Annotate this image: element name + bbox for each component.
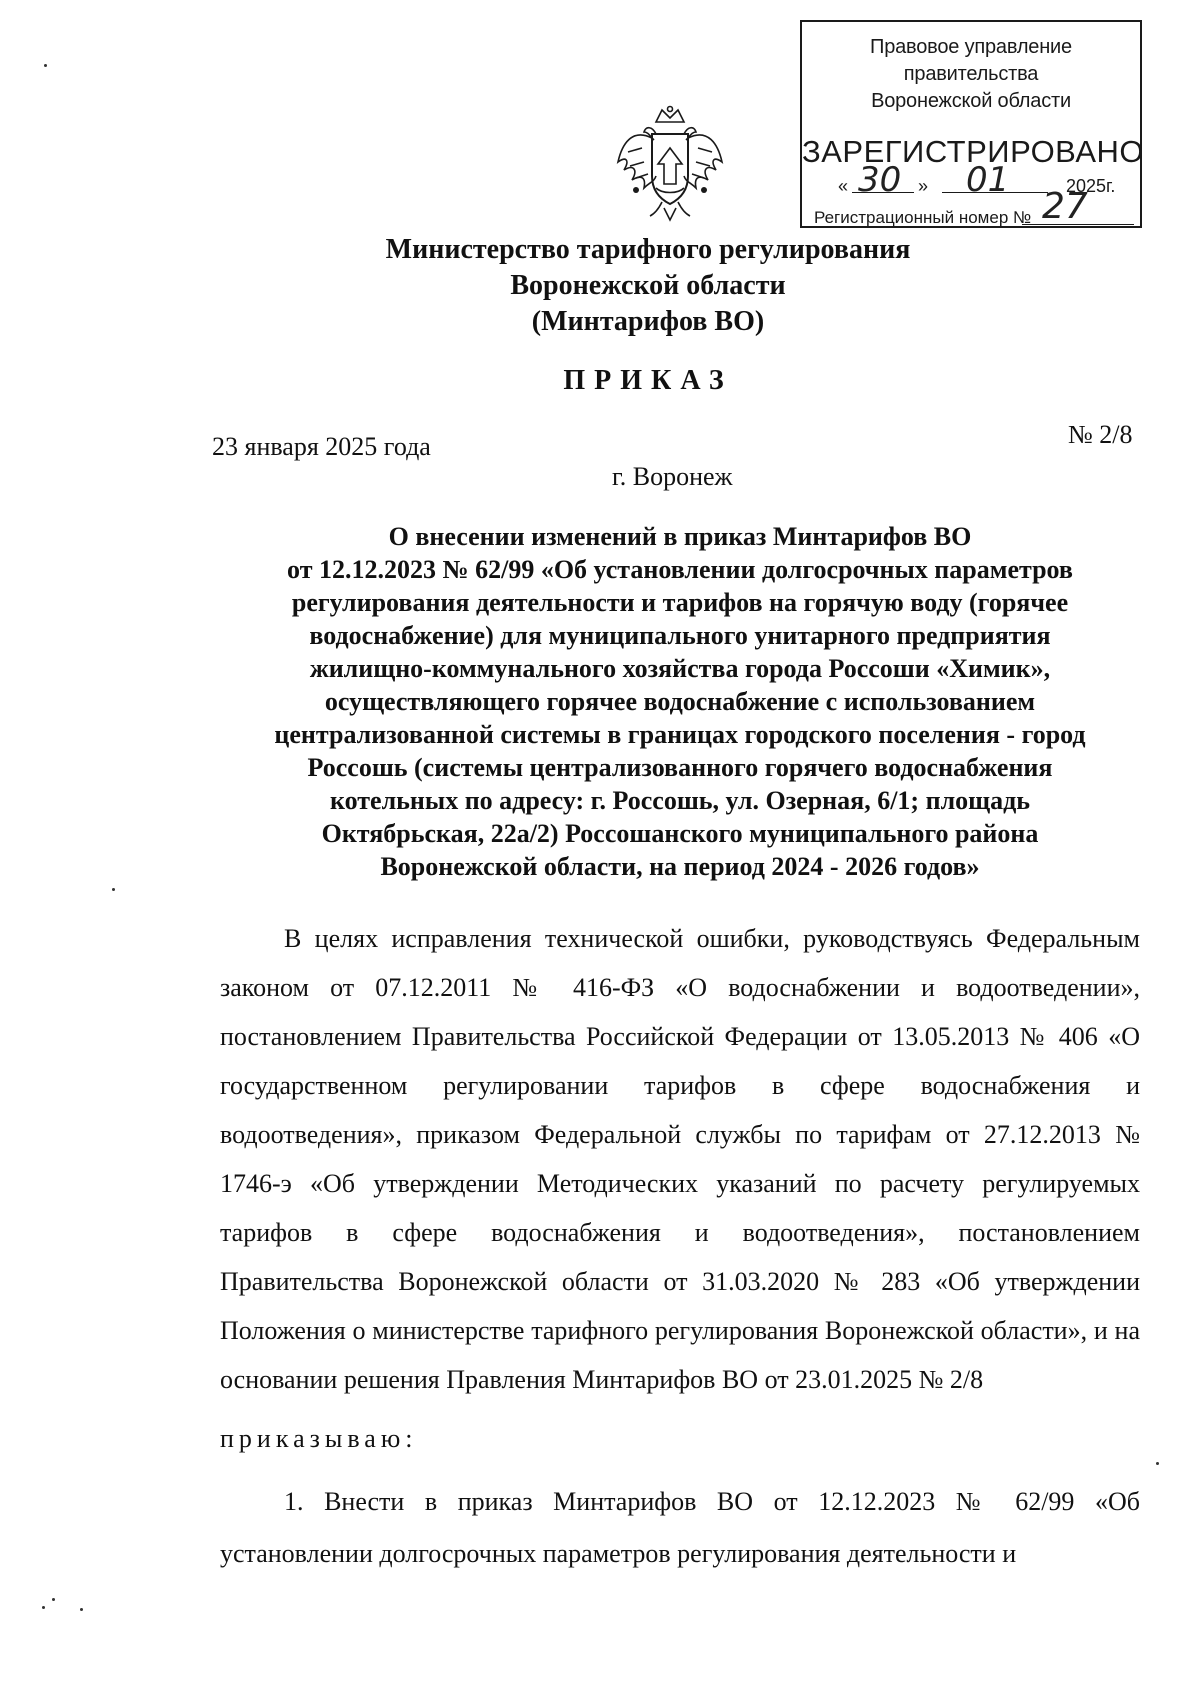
document-date: 23 января 2025 года: [212, 432, 431, 461]
title-line: Россошь (системы централизованного горячего водоснабжения: [307, 753, 1053, 782]
scan-speck: [52, 1598, 55, 1601]
stamp-day: 30: [858, 160, 902, 200]
document-type: ПРИКАЗ: [563, 365, 733, 396]
scan-speck: [80, 1608, 83, 1611]
ministry-line-3: (Минтарифов ВО): [531, 306, 765, 337]
title-line: водоснабжение) для муниципального унитарного предприятия: [309, 621, 1051, 650]
order-word: приказываю:: [220, 1424, 418, 1453]
document-city: г. Воронеж: [612, 462, 733, 491]
title-line: от 12.12.2023 № 62/99 «Об установлении долгосрочных параметров: [287, 555, 1073, 584]
stamp-date-open-quote: «: [838, 176, 849, 196]
scan-speck: [1156, 1462, 1159, 1465]
title-line: Воронежской области, на период 2024 - 2026 годов»: [380, 852, 980, 881]
registration-stamp: [800, 20, 1145, 228]
title-line: регулирования деятельности и тарифов на горячую воду (горячее: [291, 588, 1069, 617]
scan-speck: [112, 888, 115, 891]
stamp-reg-number-label: Регистрационный номер №: [814, 208, 1032, 227]
scan-speck: [42, 1606, 45, 1609]
stamp-reg-number: 27: [1042, 186, 1088, 227]
coat-of-arms-icon: [612, 104, 728, 222]
preamble: [220, 914, 1140, 1404]
order-item-1: [220, 1476, 1140, 1580]
title-line: Октябрьская, 22а/2) Россошанского муниципального района: [321, 819, 1039, 848]
ministry-name: [0, 232, 1200, 340]
title-line: О внесении изменений в приказ Минтарифов ВО: [388, 522, 972, 551]
title-line: жилищно-коммунального хозяйства города Россоши «Химик»,: [309, 654, 1051, 683]
stamp-year: 2025г.: [1066, 176, 1116, 196]
stamp-month: 01: [966, 160, 1010, 200]
scan-speck: [44, 64, 47, 67]
title-line: котельных по адресу: г. Россошь, ул. Озерная, 6/1; площадь: [329, 786, 1031, 815]
document-number: № 2/8: [1068, 420, 1133, 449]
preamble-paragraph: В целях исправления технической ошибки, руководствуясь Федеральным законом от 07.12.2011 № 416-ФЗ «О водоснабжении и водоотведении», постановлением Правительства Российской Федерации от 13.05.2013 № 406 «О государственном регулировании тарифов в сфере водоснабжения и водоотведения», приказом Федеральной службы по тарифам от 27.12.2013 № 1746-э «Об утверждении Методических указаний по расчету регулируемых тарифов в сфере водоснабжения и водоотведения», постановлением Правительства Воронежской области от 31.03.2020 № 283 «Об утверждении Положения о министерстве тарифного регулирования Воронежской области», и на основании решения Правления Минтарифов ВО от 23.01.2025 № 2/8: [220, 924, 1140, 1394]
title-line: централизованной системы в границах городского поселения - город: [274, 720, 1086, 749]
stamp-registered: ЗАРЕГИСТРИРОВАНО: [802, 134, 1145, 169]
stamp-organization: [802, 34, 1140, 115]
ministry-line-2: Воронежской области: [510, 270, 786, 301]
title-line: осуществляющего горячее водоснабжение с использованием: [324, 687, 1036, 716]
stamp-date-close-quote: »: [918, 176, 929, 196]
stamp-org-line-2: Воронежской области: [871, 90, 1071, 112]
order-item-1-text: 1. Внести в приказ Минтарифов ВО от 12.12.2023 № 62/99 «Об установлении долгосрочных параметров регулирования деятельности и: [220, 1487, 1140, 1568]
stamp-org-line-1: Правовое управление правительства: [870, 36, 1072, 85]
ministry-line-1: Министерство тарифного регулирования: [385, 234, 911, 265]
document-title: [220, 520, 1140, 883]
